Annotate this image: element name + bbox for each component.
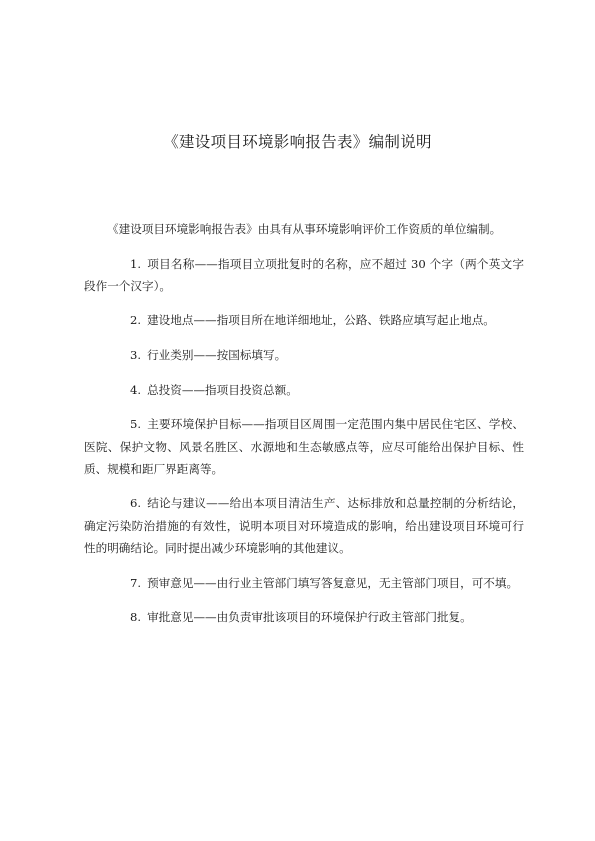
item-text: 建设地点——指项目所在地详细地址，公路、铁路应填写起止地点。 bbox=[147, 313, 495, 328]
item-text: 结论与建议——给出本项目清洁生产、达标排放和总量控制的分析结论，确定污染防治措施的有效性，说明本项目对环境造成的影响，给出建设项目环境可行性的明确结论。同时提出减少环境影响的其他建议。 bbox=[84, 496, 524, 556]
list-item bbox=[84, 344, 524, 366]
item-number: 2. bbox=[130, 313, 142, 328]
item-text: 主要环境保护目标——指项目区周围一定范围内集中居民住宅区、学校、医院、保护文物、风景名胜区、水源地和生态敏感点等，应尽可能给出保护目标、性质、规模和距厂界距离等。 bbox=[84, 417, 524, 476]
list-item bbox=[84, 572, 524, 594]
instructions-body bbox=[84, 218, 524, 641]
item-number: 1. bbox=[130, 256, 142, 271]
item-text: 项目名称——指项目立项批复时的名称，应不超过 30 个字（两个英文字段作一个汉字）。 bbox=[84, 256, 524, 293]
item-number: 3. bbox=[130, 348, 142, 363]
list-item bbox=[84, 413, 524, 480]
item-text: 预审意见——由行业主管部门填写答复意见，无主管部门项目，可不填。 bbox=[147, 575, 519, 590]
list-item bbox=[84, 309, 524, 331]
list-item bbox=[84, 606, 524, 628]
item-number: 7. bbox=[130, 575, 142, 590]
item-text: 总投资——指项目投资总额。 bbox=[147, 382, 298, 397]
item-number: 5. bbox=[130, 417, 142, 432]
item-text: 行业类别——按国标填写。 bbox=[147, 348, 287, 363]
list-item bbox=[84, 492, 524, 559]
list-item bbox=[84, 253, 524, 298]
item-number: 6. bbox=[130, 496, 142, 511]
list-item bbox=[84, 379, 524, 401]
item-number: 4. bbox=[130, 382, 142, 397]
intro-paragraph: 《建设项目环境影响报告表》由具有从事环境影响评价工作资质的单位编制。 bbox=[107, 222, 502, 236]
item-text: 审批意见——由负责审批该项目的环境保护行政主管部门批复。 bbox=[147, 610, 472, 625]
page-title: 《建设项目环境影响报告表》编制说明 bbox=[163, 133, 432, 151]
item-number: 8. bbox=[130, 610, 142, 625]
